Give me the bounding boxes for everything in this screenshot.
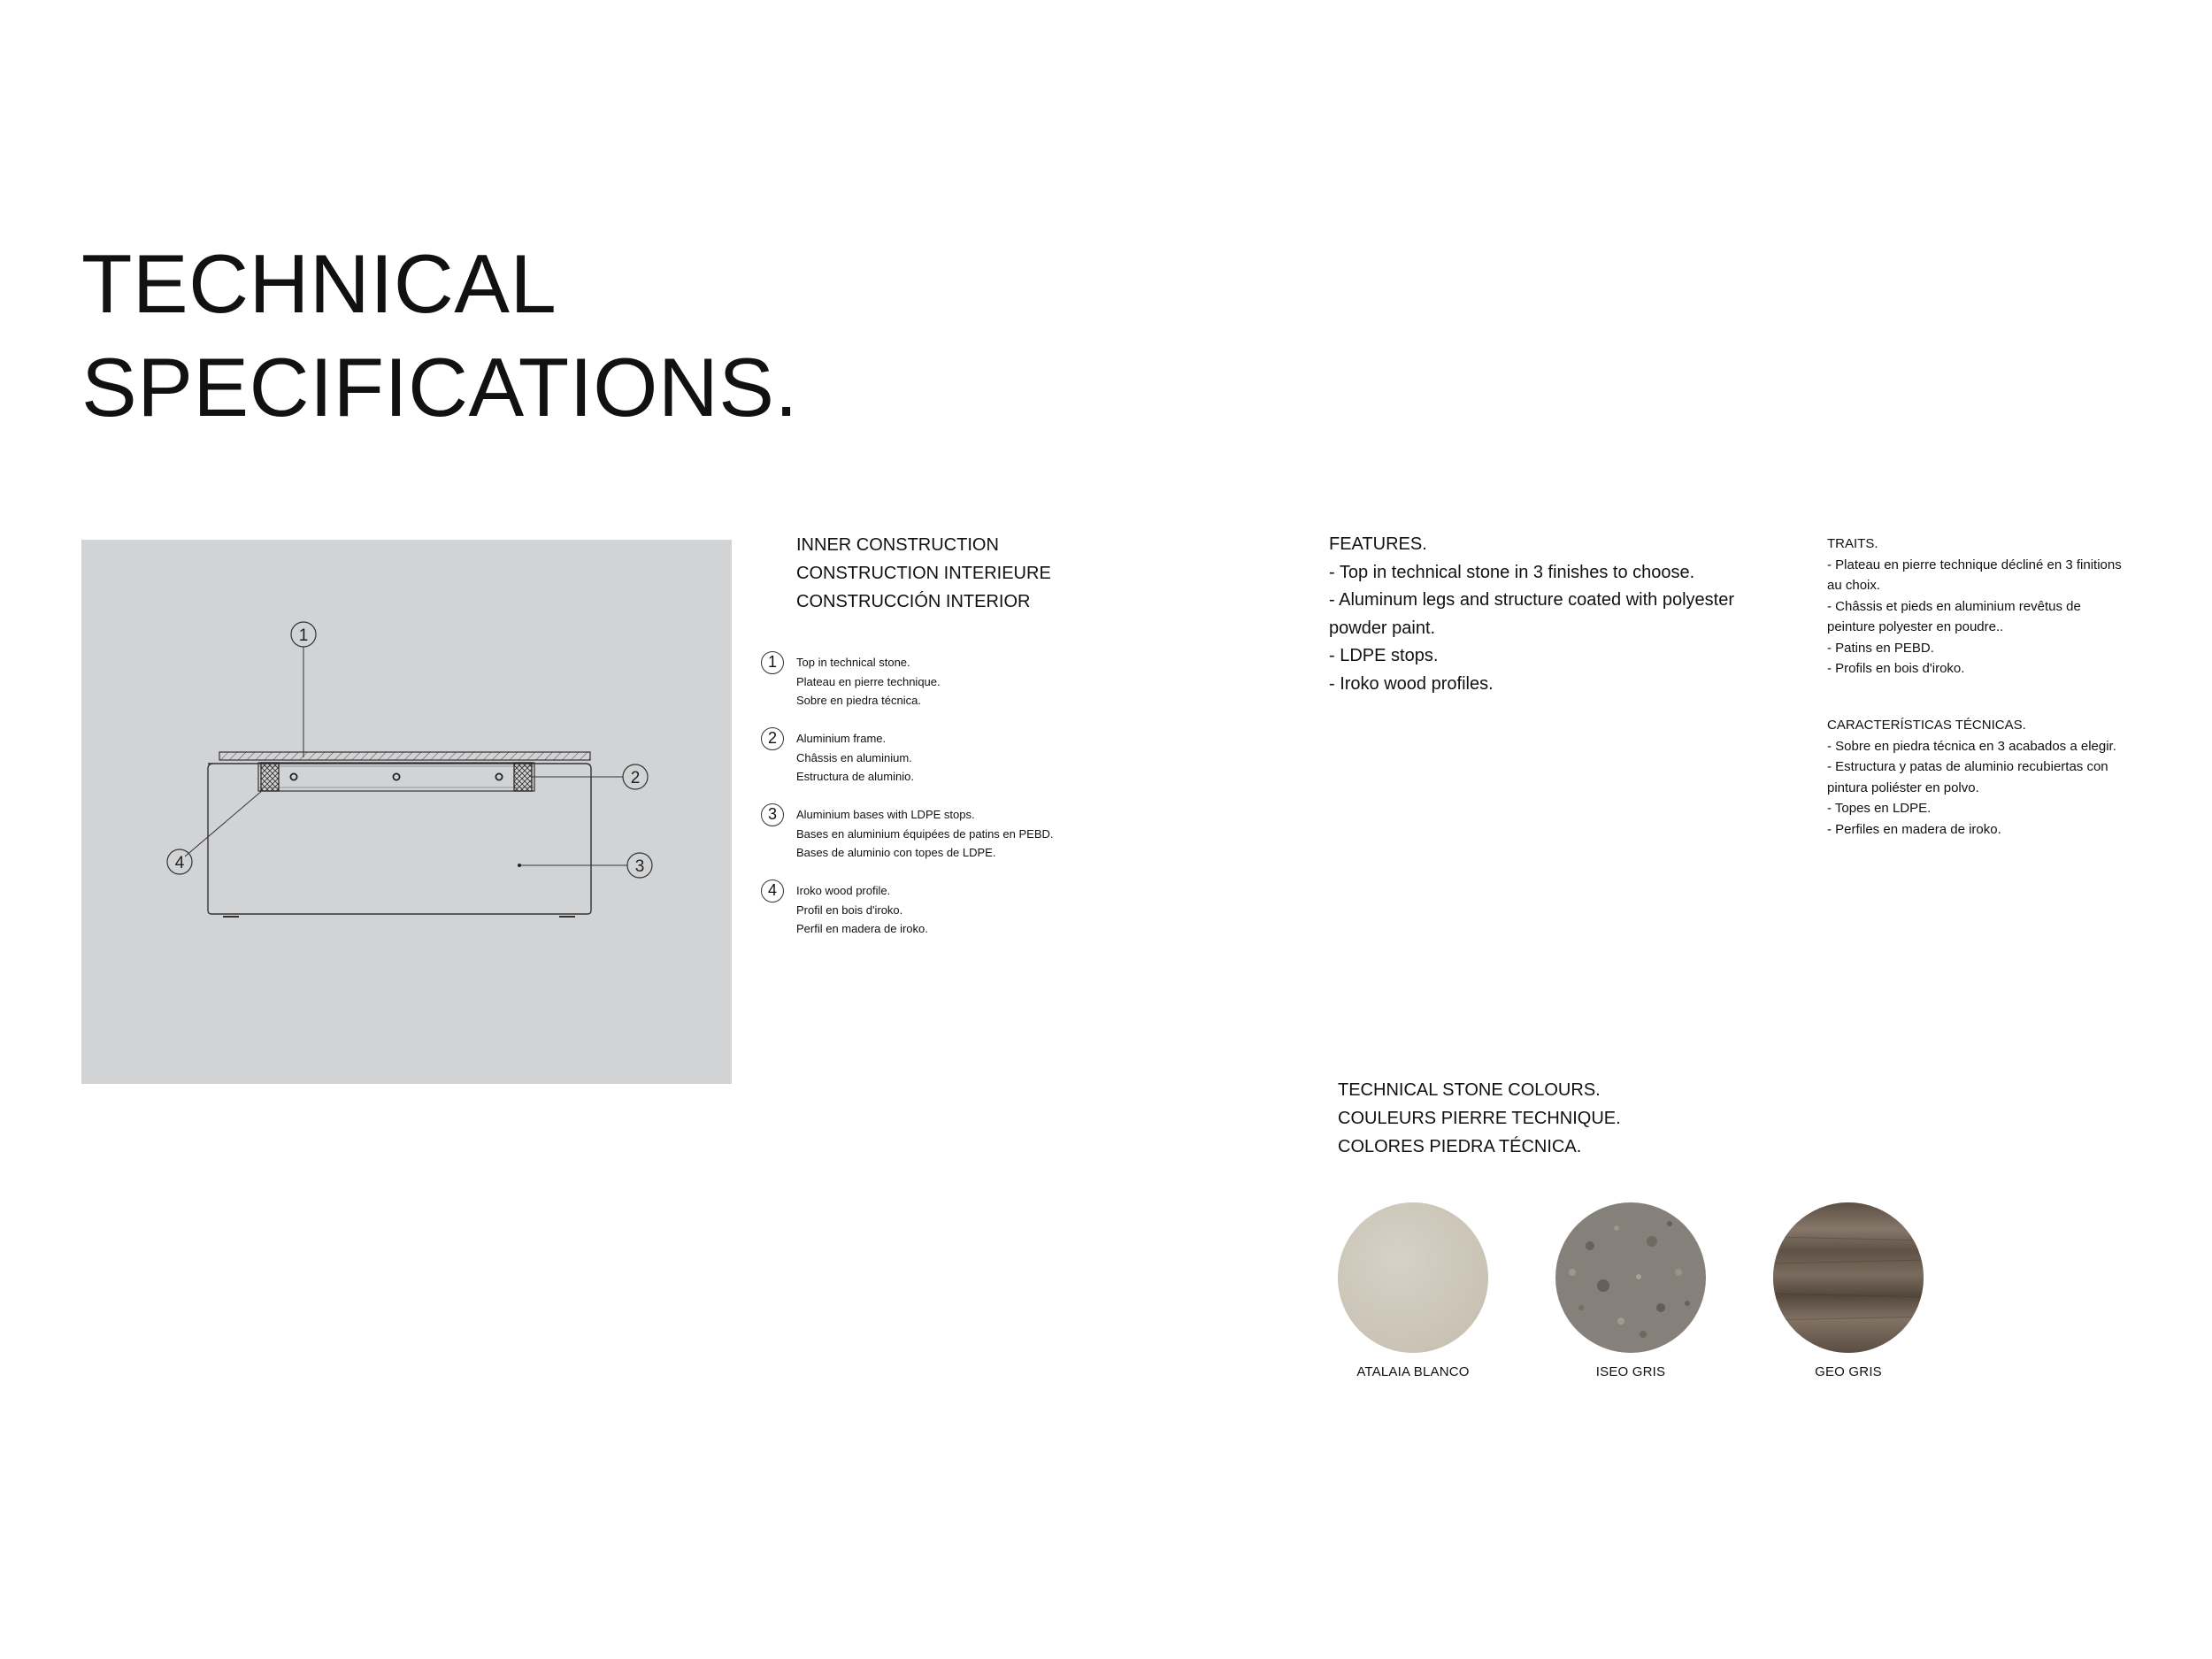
callout-3: [627, 853, 652, 878]
features-en-line: - LDPE stops.: [1329, 646, 1439, 665]
features-es-line: pintura poliéster en polvo.: [1827, 780, 1979, 795]
swatch-atalaia-blanco[interactable]: [1318, 1202, 1508, 1379]
features-en-line: powder paint.: [1329, 618, 1436, 638]
features-en-heading: FEATURES.: [1329, 534, 1427, 554]
svg-text:3: 3: [634, 857, 645, 876]
features-es-heading: CARACTERÍSTICAS TÉCNICAS.: [1827, 718, 2026, 733]
features-fr-line: - Profils en bois d'iroko.: [1827, 661, 1965, 676]
parts-list: [761, 651, 1115, 956]
part-desc-en: Iroko wood profile.: [796, 884, 891, 897]
swatch-circle: [1772, 1202, 1924, 1354]
swatch-geo-gris[interactable]: [1754, 1202, 1943, 1379]
features-es-line: - Topes en LDPE.: [1827, 801, 1932, 816]
page-title: [81, 232, 798, 439]
part-desc-es: Perfil en madera de iroko.: [796, 922, 928, 935]
features-es-line: - Estructura y patas de aluminio recubiertas con: [1827, 759, 2108, 774]
part-number-badge: 1: [761, 651, 784, 674]
features-fr-line: - Patins en PEBD.: [1827, 640, 1934, 656]
inner-construction-heading: [796, 531, 1051, 616]
callout-4: [167, 849, 192, 874]
features-fr-line: au choix.: [1827, 578, 1881, 593]
part-desc-fr: Plateau en pierre technique.: [796, 674, 941, 688]
features-fr: [1827, 534, 2154, 680]
swatch-label: GEO GRIS: [1815, 1364, 1882, 1379]
part-item: [761, 803, 1115, 879]
svg-text:1: 1: [298, 626, 309, 645]
swatch-label: ISEO GRIS: [1595, 1364, 1666, 1379]
part-desc-en: Aluminium bases with LDPE stops.: [796, 808, 975, 821]
title-line-1: TECHNICAL: [81, 237, 557, 330]
inner-heading-fr: CONSTRUCTION INTERIEURE: [796, 564, 1051, 583]
features-en-line: - Iroko wood profiles.: [1329, 673, 1494, 694]
part-item: [761, 879, 1115, 956]
part-desc-en: Top in technical stone.: [796, 656, 910, 669]
swatch-label: ATALAIA BLANCO: [1356, 1364, 1470, 1379]
part-desc-fr: Bases en aluminium équipées de patins en PEBD.: [796, 826, 1054, 841]
part-desc-es: Sobre en piedra técnica.: [796, 694, 921, 707]
features-fr-line: - Châssis et pieds en aluminium revêtus de: [1827, 598, 2081, 614]
part-number-badge: 4: [761, 879, 784, 902]
features-es: [1827, 715, 2154, 840]
features-fr-line: - Plateau en pierre technique décliné en 3 finitions: [1827, 557, 2122, 572]
features-fr-line: peinture polyester en poudre..: [1827, 619, 2004, 634]
inner-heading-en: INNER CONSTRUCTION: [796, 535, 999, 555]
swatch-iseo-gris[interactable]: [1536, 1202, 1725, 1379]
inner-heading-es: CONSTRUCCIÓN INTERIOR: [796, 592, 1031, 611]
part-desc-es: Bases de aluminio con topes de LDPE.: [796, 846, 996, 859]
colours-heading-es: COLORES PIEDRA TÉCNICA.: [1338, 1137, 1582, 1156]
svg-text:2: 2: [630, 769, 641, 787]
swatch-circle: [1337, 1202, 1489, 1354]
iroko-profile-left: [261, 763, 279, 791]
part-item: [761, 727, 1115, 803]
part-number-badge: 3: [761, 803, 784, 826]
part-desc-en: Aluminium frame.: [796, 732, 887, 745]
colours-heading-fr: COULEURS PIERRE TECHNIQUE.: [1338, 1109, 1621, 1128]
stone-colours-heading: [1338, 1076, 1621, 1161]
stone-top: [219, 752, 590, 760]
features-en-line: - Aluminum legs and structure coated with polyester: [1329, 590, 1734, 610]
title-line-2: SPECIFICATIONS.: [81, 341, 799, 434]
technical-drawing-panel: [81, 540, 732, 1084]
part-number-badge: 2: [761, 727, 784, 750]
part-item: [761, 651, 1115, 727]
aluminium-frame: [258, 763, 534, 791]
callout-1: [291, 622, 316, 737]
iroko-profile-right: [514, 763, 532, 791]
features-en: [1329, 531, 1771, 698]
part-desc-fr: Châssis en aluminium.: [796, 750, 912, 764]
callout-2: [623, 764, 648, 789]
features-es-line: - Sobre en piedra técnica en 3 acabados a elegir.: [1827, 738, 2116, 754]
features-fr-heading: TRAITS.: [1827, 536, 1878, 551]
features-es-line: - Perfiles en madera de iroko.: [1827, 821, 2001, 837]
colours-heading-en: TECHNICAL STONE COLOURS.: [1338, 1080, 1601, 1100]
swatch-circle: [1555, 1202, 1707, 1354]
part-desc-fr: Profil en bois d'iroko.: [796, 902, 903, 917]
features-en-line: - Top in technical stone in 3 finishes to choose.: [1329, 562, 1695, 582]
table-section-drawing: [81, 540, 732, 1084]
svg-text:4: 4: [174, 854, 185, 872]
part-desc-es: Estructura de aluminio.: [796, 770, 914, 783]
